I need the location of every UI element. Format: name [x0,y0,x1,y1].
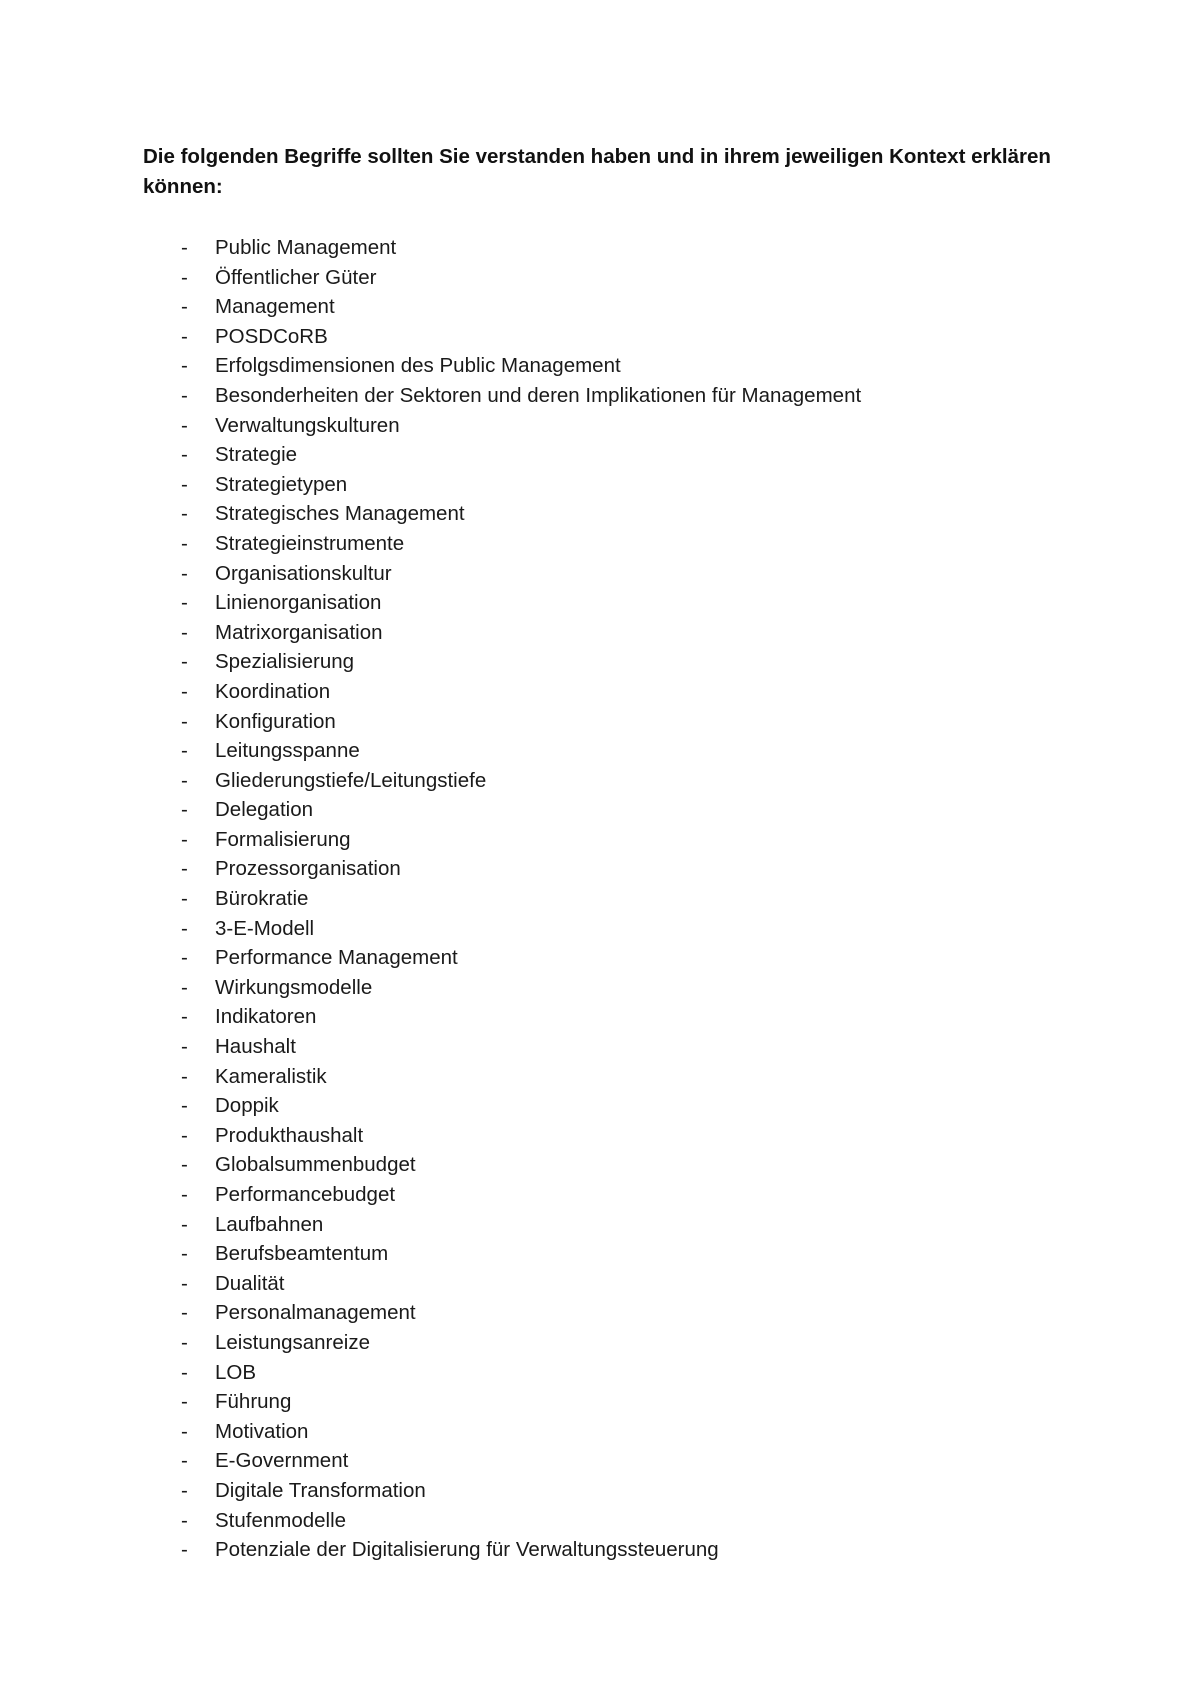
bullet-dash: - [181,383,188,407]
bullet-dash: - [181,1390,188,1414]
term-label: POSDCoRB [215,324,328,348]
term-label: Management [215,295,335,319]
bullet-dash: - [181,709,188,733]
bullet-dash: - [181,295,188,319]
term-label: Produkthaushalt [215,1123,364,1147]
document-heading: Die folgenden Begriffe sollten Sie verstanden haben und in ihrem jeweiligen Kontext erklären können: [143,145,1051,198]
term-label: Berufsbeamtentum [215,1242,389,1266]
term-label: Formalisierung [215,827,351,851]
term-label: Bürokratie [215,887,309,911]
term-label: Dualität [215,1271,285,1295]
bullet-dash: - [181,1419,188,1443]
bullet-dash: - [181,1212,188,1236]
bullet-dash: - [181,1360,188,1384]
bullet-dash: - [181,354,188,378]
bullet-dash: - [181,1183,188,1206]
bullet-dash: - [181,265,188,289]
bullet-dash: - [181,1271,188,1295]
bullet-dash: - [181,650,188,674]
bullet-dash: - [181,531,188,555]
term-label: 3-E-Modell [215,916,315,940]
term-label: Prozessorganisation [215,857,401,881]
term-label: Performancebudget [215,1183,396,1206]
term-label: Delegation [215,798,314,822]
term-label: Kameralistik [215,1064,327,1088]
bullet-dash: - [181,443,188,467]
term-label: Doppik [215,1094,279,1118]
term-label: Haushalt [215,1035,296,1059]
term-label: Laufbahnen [215,1212,324,1236]
bullet-dash: - [181,798,188,822]
bullet-dash: - [181,1064,188,1088]
term-label: Verwaltungskulturen [215,413,400,437]
bullet-dash: - [181,561,188,585]
term-label: Wirkungsmodelle [215,975,373,999]
term-label: Spezialisierung [215,650,355,674]
bullet-dash: - [181,1508,188,1532]
bullet-dash: - [181,768,188,792]
bullet-dash: - [181,887,188,911]
bullet-dash: - [181,1094,188,1118]
term-label: Motivation [215,1419,309,1443]
term-label: Linienorganisation [215,591,382,615]
bullet-dash: - [181,1478,188,1502]
term-label: Globalsummenbudget [215,1153,416,1177]
term-label: LOB [215,1360,257,1384]
bullet-dash: - [181,591,188,615]
bullet-dash: - [181,946,188,970]
bullet-dash: - [181,916,188,940]
bullet-dash: - [181,857,188,881]
bullet-dash: - [181,236,188,259]
term-label: Strategie [215,443,298,467]
bullet-dash: - [181,1330,188,1354]
term-label: Leistungsanreize [215,1330,370,1354]
term-label: Strategieinstrumente [215,531,405,555]
bullet-dash: - [181,1242,188,1266]
bullet-dash: - [181,413,188,437]
term-label: Performance Management [215,946,458,970]
term-label: Organisationskultur [215,561,392,585]
bullet-dash: - [181,502,188,526]
term-label: Koordination [215,679,331,703]
term-label: Erfolgsdimensionen des Public Management [215,354,621,378]
bullet-dash: - [181,620,188,644]
term-label: Gliederungstiefe/Leitungstiefe [215,768,487,792]
bullet-dash: - [181,1005,188,1029]
term-label: Indikatoren [215,1005,317,1029]
bullet-dash: - [181,324,188,348]
bullet-dash: - [181,1538,188,1562]
term-label: Strategisches Management [215,502,465,526]
term-label: Personalmanagement [215,1301,416,1325]
bullet-dash: - [181,1123,188,1147]
term-label: E-Government [215,1449,349,1473]
bullet-dash: - [181,472,188,496]
term-label: Potenziale der Digitalisierung für Verwaltungssteuerung [215,1538,719,1562]
bullet-dash: - [181,1035,188,1059]
bullet-dash: - [181,1153,188,1177]
bullet-dash: - [181,1301,188,1325]
term-label: Public Management [215,236,397,259]
term-label: Öffentlicher Güter [215,265,377,289]
term-label: Konfiguration [215,709,336,733]
term-label: Matrixorganisation [215,620,383,644]
term-label: Stufenmodelle [215,1508,347,1532]
bullet-dash: - [181,679,188,703]
bullet-dash: - [181,1449,188,1473]
term-label: Besonderheiten der Sektoren und deren Implikationen für Management [215,383,862,407]
term-label: Digitale Transformation [215,1478,426,1502]
term-label: Leitungsspanne [215,739,360,763]
term-label: Führung [215,1390,292,1414]
term-label: Strategietypen [215,472,348,496]
bullet-dash: - [181,739,188,763]
bullet-dash: - [181,827,188,851]
bullet-dash: - [181,975,188,999]
